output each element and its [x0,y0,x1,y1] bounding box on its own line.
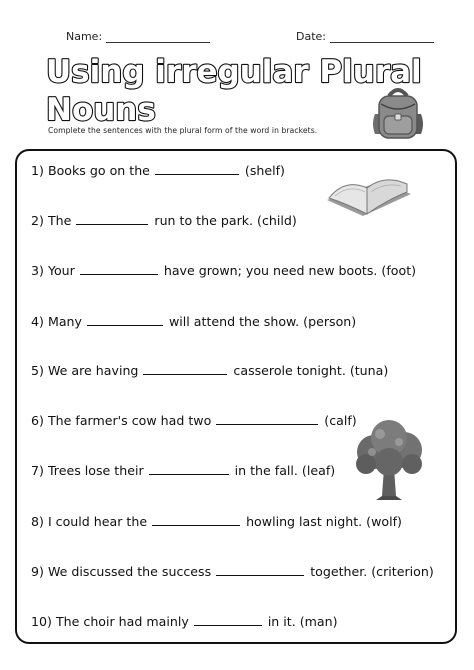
question-7 [31,462,335,478]
question-number: 5) [31,363,44,378]
question-6 [31,412,357,428]
question-8 [31,513,402,529]
question-text-before: We discussed the success [47,564,212,579]
answer-blank[interactable] [194,613,262,626]
backpack-icon [369,84,427,142]
question-number: 4) [31,314,44,329]
name-field[interactable] [66,30,210,43]
question-text-after: (calf) [324,413,357,428]
question-text-before: Books go on the [47,163,150,178]
question-text-before: I could hear the [47,514,148,529]
instructions-text: Complete the sentences with the plural form of the word in brackets. [48,126,318,135]
answer-blank[interactable] [80,262,158,275]
question-text-before: The farmer's cow had two [47,413,212,428]
open-book-icon [323,170,415,224]
question-text-after: howling last night. (wolf) [246,514,402,529]
answer-blank[interactable] [216,563,304,576]
question-text-before: We are having [47,363,139,378]
answer-blank[interactable] [216,412,318,425]
question-text-before: The choir had mainly [55,614,189,629]
name-label: Name: [66,30,103,43]
question-text-after: in it. (man) [267,614,338,629]
question-number: 9) [31,564,44,579]
question-2 [31,212,297,228]
question-text-after: together. (criterion) [310,564,434,579]
question-text-before: The [47,213,72,228]
date-label: Date: [296,30,326,43]
question-text-before: Your [47,263,75,278]
question-1 [31,162,285,178]
question-text-after: run to the park. (child) [154,213,297,228]
answer-blank[interactable] [143,362,227,375]
answer-blank[interactable] [155,162,239,175]
answer-blank[interactable] [87,313,163,326]
question-text-after: casserole tonight. (tuna) [233,363,389,378]
answer-blank[interactable] [152,513,240,526]
date-field[interactable] [296,30,434,43]
question-number: 1) [31,163,44,178]
title-line-1: Using irregular Plural [46,54,422,90]
question-text-after: (shelf) [244,163,285,178]
answer-blank[interactable] [149,462,229,475]
question-text-before: Many [47,314,82,329]
question-number: 8) [31,514,44,529]
question-9 [31,563,434,579]
title-line-2: Nouns [46,92,156,128]
question-10 [31,613,338,629]
question-text-before: Trees lose their [47,463,144,478]
question-4 [31,313,356,329]
question-text-after: have grown; you need new boots. (foot) [163,263,417,278]
question-text-after: will attend the show. (person) [168,314,357,329]
question-number: 3) [31,263,44,278]
question-3 [31,262,416,278]
question-text-after: in the fall. (leaf) [234,463,336,478]
question-number: 10) [31,614,52,629]
question-number: 6) [31,413,44,428]
date-blank[interactable] [330,31,434,43]
answer-blank[interactable] [76,212,148,225]
question-number: 2) [31,213,44,228]
question-number: 7) [31,463,44,478]
name-blank[interactable] [106,31,210,43]
tree-icon [352,418,426,502]
question-5 [31,362,388,378]
